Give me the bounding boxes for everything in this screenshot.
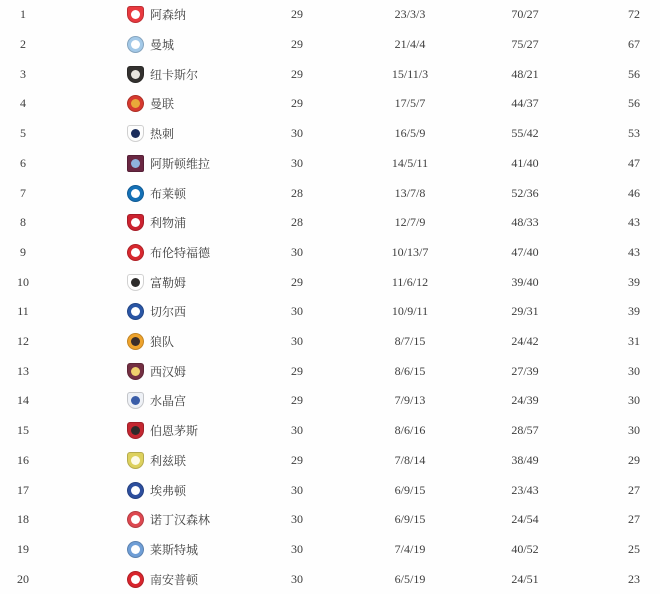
goals-for-against-cell: 39/40 [511, 274, 539, 289]
rank-cell: 6 [20, 155, 26, 170]
played-cell: 29 [291, 66, 303, 81]
table-row[interactable] [0, 386, 660, 416]
goals-for-against-cell: 48/33 [511, 215, 539, 230]
rank-cell: 4 [20, 96, 26, 111]
win-draw-loss-cell: 10/9/11 [391, 304, 429, 319]
played-cell: 30 [291, 423, 303, 438]
team-crest-core [131, 248, 140, 257]
team-name: 南安普顿 [150, 572, 199, 587]
points-cell: 25 [628, 542, 640, 556]
points-cell: 30 [628, 393, 640, 408]
table-row[interactable] [0, 267, 660, 297]
rank-cell: 13 [17, 363, 29, 378]
table-row[interactable] [0, 59, 660, 89]
team-cell [46, 541, 240, 558]
table-row[interactable] [0, 89, 660, 119]
win-draw-loss-cell: 8/6/16 [394, 423, 426, 438]
win-draw-loss-cell: 6/9/15 [394, 482, 426, 497]
team-crest-icon [127, 333, 144, 350]
goals-for-against-cell: 23/43 [511, 482, 539, 497]
goals-for-against-cell: 27/39 [511, 363, 539, 378]
team-crest-core [131, 307, 140, 316]
rank-cell: 5 [20, 126, 26, 141]
team-cell [46, 452, 240, 469]
rank-cell: 1 [20, 7, 26, 22]
points-cell: 43 [628, 244, 640, 259]
played-cell: 30 [291, 304, 303, 319]
table-row[interactable] [0, 30, 660, 60]
team-name: 诺丁汉森林 [150, 513, 211, 528]
rank-cell: 3 [20, 66, 26, 81]
points-cell: 29 [628, 452, 640, 467]
team-crest-core [131, 278, 140, 287]
team-name: 埃弗顿 [150, 483, 187, 498]
win-draw-loss-cell: 11/6/12 [391, 274, 429, 289]
win-draw-loss-cell: 13/7/8 [394, 185, 426, 200]
team-cell [46, 392, 240, 409]
points-cell: 46 [628, 185, 640, 200]
rank-cell: 7 [20, 185, 26, 200]
team-crest-core [131, 456, 140, 465]
table-row[interactable] [0, 149, 660, 179]
win-draw-loss-cell: 7/8/14 [394, 452, 426, 467]
played-cell: 30 [291, 334, 303, 349]
points-cell: 43 [628, 215, 640, 230]
team-name: 纽卡斯尔 [150, 67, 199, 82]
team-crest-core [131, 40, 140, 49]
team-crest-icon [127, 125, 144, 142]
rank-cell: 8 [20, 215, 26, 230]
played-cell: 29 [291, 96, 303, 111]
win-draw-loss-cell: 8/7/15 [394, 334, 426, 349]
team-cell [46, 36, 240, 53]
team-crest-icon [127, 303, 144, 320]
win-draw-loss-cell: 17/5/7 [394, 96, 426, 111]
win-draw-loss-cell: 12/7/9 [394, 215, 426, 230]
team-name: 利物浦 [150, 216, 187, 231]
team-cell [46, 571, 240, 588]
team-name: 伯恩茅斯 [150, 424, 199, 439]
rank-cell: 15 [17, 423, 29, 438]
played-cell: 29 [291, 7, 303, 22]
goals-for-against-cell: 47/40 [511, 244, 539, 259]
team-crest-icon [127, 95, 144, 112]
team-crest-core [131, 367, 140, 376]
table-row[interactable] [0, 208, 660, 238]
team-crest-icon [127, 244, 144, 261]
team-crest-core [131, 189, 140, 198]
team-crest-icon [127, 6, 144, 23]
team-crest-icon [127, 511, 144, 528]
rank-cell: 9 [20, 244, 26, 259]
points-cell: 31 [628, 334, 640, 349]
team-cell [46, 333, 240, 350]
win-draw-loss-cell: 6/5/19 [394, 571, 426, 586]
team-name: 利兹联 [150, 453, 187, 468]
team-name: 莱斯特城 [150, 543, 199, 557]
team-crest-core [131, 70, 140, 79]
played-cell: 30 [291, 244, 303, 259]
team-crest-core [131, 129, 140, 138]
points-cell: 47 [628, 155, 640, 170]
goals-for-against-cell: 38/49 [511, 452, 539, 467]
team-crest-core [131, 10, 140, 19]
team-crest-core [131, 396, 140, 405]
goals-for-against-cell: 28/57 [511, 423, 539, 438]
team-crest-core [131, 99, 140, 108]
played-cell: 29 [291, 37, 303, 52]
points-cell: 27 [628, 482, 640, 497]
goals-for-against-cell: 24/51 [511, 571, 539, 586]
rank-cell: 12 [17, 334, 29, 349]
team-cell [46, 214, 240, 231]
rank-cell: 17 [17, 482, 29, 497]
points-cell: 72 [628, 7, 640, 22]
played-cell: 30 [291, 126, 303, 141]
points-cell: 39 [628, 304, 640, 319]
points-cell: 56 [628, 96, 640, 111]
table-row[interactable] [0, 238, 660, 268]
points-cell: 23 [628, 571, 640, 586]
goals-for-against-cell: 44/37 [511, 96, 539, 111]
team-crest-icon [127, 185, 144, 202]
table-row[interactable] [0, 416, 660, 446]
team-cell [46, 511, 240, 528]
team-name: 热刺 [150, 127, 175, 142]
goals-for-against-cell: 41/40 [511, 155, 539, 170]
goals-for-against-cell: 52/36 [511, 185, 539, 200]
goals-for-against-cell: 48/21 [511, 66, 539, 81]
table-row[interactable] [0, 505, 660, 535]
played-cell: 29 [291, 363, 303, 378]
played-cell: 29 [291, 274, 303, 289]
win-draw-loss-cell: 6/9/15 [394, 512, 426, 527]
points-cell: 30 [628, 423, 640, 438]
points-cell: 67 [628, 37, 640, 52]
rank-cell: 10 [17, 274, 29, 289]
team-crest-icon [127, 541, 144, 558]
win-draw-loss-cell: 21/4/4 [394, 37, 426, 52]
team-crest-icon [127, 452, 144, 469]
rank-cell: 20 [17, 571, 29, 586]
team-cell [46, 363, 240, 380]
team-name: 富勒姆 [150, 275, 187, 290]
win-draw-loss-cell: 7/4/19 [394, 542, 426, 556]
win-draw-loss-cell: 10/13/7 [391, 244, 429, 259]
team-name: 曼联 [150, 97, 175, 112]
played-cell: 28 [291, 185, 303, 200]
table-row[interactable] [0, 564, 660, 594]
played-cell: 30 [291, 571, 303, 586]
played-cell: 29 [291, 393, 303, 408]
team-crest-icon [127, 155, 144, 172]
team-crest-core [131, 575, 140, 584]
team-name: 布莱顿 [150, 186, 187, 201]
team-crest-icon [127, 363, 144, 380]
table-row[interactable] [0, 475, 660, 505]
team-crest-icon [127, 482, 144, 499]
table-row[interactable] [0, 178, 660, 208]
table-row[interactable] [0, 119, 660, 149]
team-name: 曼城 [150, 38, 175, 53]
rank-cell: 18 [17, 512, 29, 527]
team-crest-core [131, 159, 140, 168]
team-crest-core [131, 486, 140, 495]
team-cell [46, 6, 240, 23]
team-crest-core [131, 426, 140, 435]
team-crest-core [131, 515, 140, 524]
goals-for-against-cell: 24/54 [511, 512, 539, 527]
team-cell [46, 422, 240, 439]
team-crest-core [131, 218, 140, 227]
team-name: 水晶宫 [150, 394, 187, 409]
points-cell: 27 [628, 512, 640, 527]
win-draw-loss-cell: 8/6/15 [394, 363, 426, 378]
win-draw-loss-cell: 23/3/3 [394, 7, 426, 22]
played-cell: 30 [291, 482, 303, 497]
win-draw-loss-cell: 15/11/3 [391, 66, 429, 81]
goals-for-against-cell: 24/42 [511, 334, 539, 349]
table-row[interactable] [0, 327, 660, 357]
table-row[interactable] [0, 0, 660, 30]
team-crest-icon [127, 274, 144, 291]
team-cell [46, 95, 240, 112]
rank-cell: 2 [20, 37, 26, 52]
team-crest-icon [127, 422, 144, 439]
win-draw-loss-cell: 16/5/9 [394, 126, 426, 141]
team-name: 西汉姆 [150, 364, 187, 379]
team-crest-icon [127, 66, 144, 83]
team-crest-icon [127, 392, 144, 409]
team-cell [46, 482, 240, 499]
goals-for-against-cell: 75/27 [511, 37, 539, 52]
team-cell [46, 125, 240, 142]
team-cell [46, 185, 240, 202]
team-crest-core [131, 545, 140, 554]
team-cell [46, 303, 240, 320]
team-crest-icon [127, 36, 144, 53]
played-cell: 30 [291, 155, 303, 170]
goals-for-against-cell: 24/39 [511, 393, 539, 408]
played-cell: 30 [291, 542, 303, 556]
team-name: 切尔西 [150, 305, 187, 320]
table-row[interactable] [0, 356, 660, 386]
points-cell: 56 [628, 66, 640, 81]
goals-for-against-cell: 40/52 [511, 542, 539, 556]
points-cell: 39 [628, 274, 640, 289]
rank-cell: 11 [17, 304, 29, 319]
team-cell [46, 274, 240, 291]
team-crest-icon [127, 571, 144, 588]
team-cell [46, 155, 240, 172]
team-name: 狼队 [150, 335, 175, 350]
team-crest-icon [127, 214, 144, 231]
rank-cell: 16 [17, 452, 29, 467]
rank-cell: 19 [17, 542, 29, 556]
played-cell: 29 [291, 452, 303, 467]
win-draw-loss-cell: 14/5/11 [391, 155, 429, 170]
goals-for-against-cell: 29/31 [511, 304, 539, 319]
goals-for-against-cell: 70/27 [511, 7, 539, 22]
rank-cell: 14 [17, 393, 29, 408]
table-row[interactable] [0, 297, 660, 327]
goals-for-against-cell: 55/42 [511, 126, 539, 141]
points-cell: 53 [628, 126, 640, 141]
team-name: 布伦特福德 [150, 245, 211, 260]
team-name: 阿斯顿维拉 [150, 156, 211, 171]
table-row[interactable] [0, 535, 660, 565]
team-crest-core [131, 337, 140, 346]
played-cell: 30 [291, 512, 303, 527]
table-row[interactable] [0, 446, 660, 476]
team-name: 阿森纳 [150, 8, 187, 23]
win-draw-loss-cell: 7/9/13 [394, 393, 426, 408]
played-cell: 28 [291, 215, 303, 230]
team-cell [46, 244, 240, 261]
points-cell: 30 [628, 363, 640, 378]
team-cell [46, 66, 240, 83]
